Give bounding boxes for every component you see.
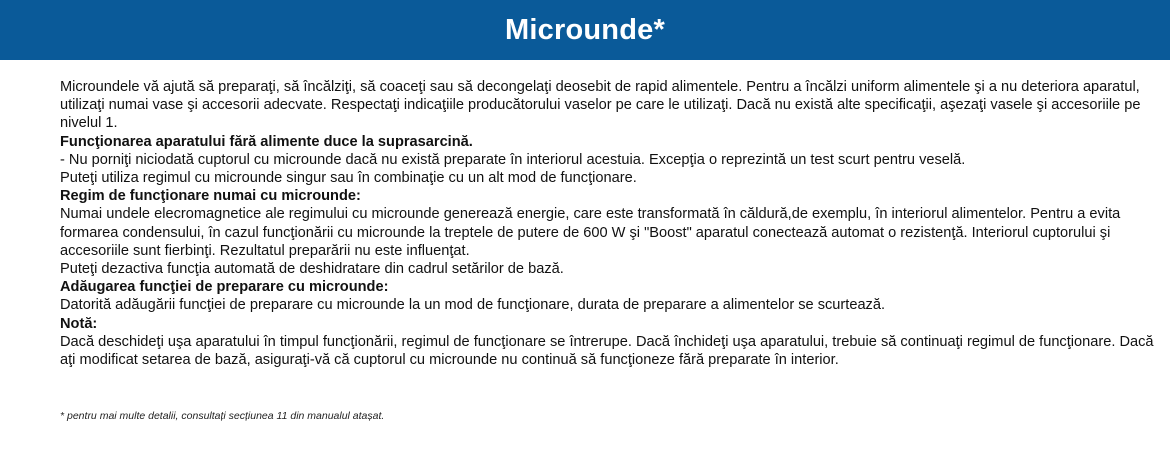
paragraph-combination-mode: Puteţi utiliza regimul cu microunde singur sau în combinaţie cu un alt mod de funcţionare. <box>60 170 637 187</box>
paragraph-dehydration: Puteţi dezactiva funcţia automată de deshidratare din cadrul setărilor de bază. <box>60 261 564 278</box>
title-banner <box>0 0 1170 60</box>
paragraph-note: Dacă deschideţi uşa aparatului în timpul funcţionării, regimul de funcţionare se întrerupe. Dacă închideţi uşa aparatului, trebuie să continuaţi regimul de funcţionare. Dacă aţi modificat setarea de bază, asiguraţi-vă că cuptorul cu microunde nu continuă să funcţioneze fără preparate în interior. <box>60 333 1154 369</box>
paragraph-never-start-empty: - Nu porniţi niciodată cuptorul cu microunde dacă nu există preparate în interiorul acestuia. Excepţia o reprezintă un test scurt pentru veselă. <box>60 151 966 168</box>
section-heading-note: Notă: <box>60 315 98 332</box>
paragraph-microwave-only: Numai undele elecromagnetice ale regimului cu microunde generează energie, care este transformată în căldură,de exemplu, în interiorul alimentelor. Pentru a evita formarea condensului, în cazul funcţionării cu microunde la treptele de putere de 600 W şi "Boost" aparatul conectează automat o rezistenţă. Interiorul cuptorului şi accesoriile sunt fierbinţi. Rezultatul preparării nu este influenţat. <box>60 206 1121 259</box>
section-heading-microwave-only: Regim de funcţionare numai cu microunde: <box>60 188 361 205</box>
page-title: Microunde* <box>505 13 665 46</box>
section-heading-add-microwave: Adăugarea funcţiei de preparare cu microunde: <box>60 279 389 296</box>
paragraph-add-microwave: Datorită adăugării funcţiei de preparare cu microunde la un mod de funcţionare, durata de preparare a alimentelor se scurtează. <box>60 297 886 314</box>
document-body <box>60 78 1160 369</box>
intro-paragraph: Microundele vă ajută să preparaţi, să încălziţi, să coaceţi sau să decongelaţi deosebit de rapid alimentele. Pentru a încălzi uniform alimentele şi a nu deteriora aparatul, utilizaţi numai vase şi accesorii adecvate. Respectaţi indicaţiile producătorului vaselor pe care le utilizaţi. Dacă nu există alte specificaţii, aşezaţi vasele şi accesoriile pe nivelul 1. <box>60 79 1141 132</box>
section-heading-overload: Funcţionarea aparatului fără alimente duce la suprasarcină. <box>60 133 473 150</box>
footnote: * pentru mai multe detalii, consultați secțiunea 11 din manualul atașat. <box>60 410 385 422</box>
